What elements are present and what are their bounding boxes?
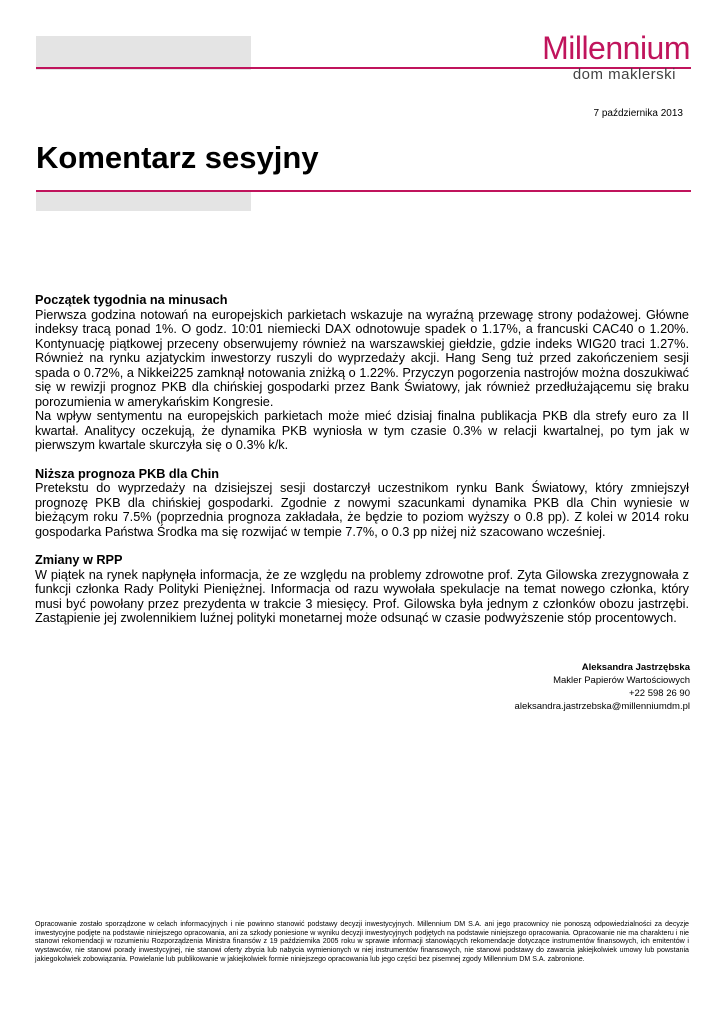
document-date: 7 października 2013 (593, 108, 683, 119)
section-china-gdp (35, 467, 689, 540)
author-name: Aleksandra Jastrzębska (581, 662, 690, 673)
article-body (35, 293, 689, 640)
author-email[interactable]: aleksandra.jastrzebska@millenniumdm.pl (514, 701, 690, 712)
author-phone: +22 598 26 90 (628, 688, 690, 699)
logo-subtitle: dom maklerski (572, 66, 676, 83)
section-paragraph: Pretekstu do wyprzedaży na dzisiejszej sesji dostarczył uczestnikom rynku Bank Światowy, który zmniejszył prognozę PKB dla chińskiej gospodarki. Zgodnie z nowymi szacunkami dynamika PKB dla Chin wyniesie w bieżącym roku 7.5% (poprzednia prognoza zakładała, że będzie to poziom wyższy o 0.8 pp). Z kolei w 2014 roku gospodarka Państwa Środka ma się rozwijać w tempie 7.7%, o 0.3 pp niżej niż szacowano wcześniej. (35, 481, 689, 539)
page-title: Komentarz sesyjny (36, 140, 319, 175)
legal-disclaimer: Opracowanie zostało sporządzone w celach informacyjnych i nie powinno stanowić podstawy decyzji inwestycyjnych. Millennium DM S.A. ani jego pracownicy nie ponoszą odpowiedzialności za decyzje inwestycyjne podjęte na podstawie niniejszego opracowania, ani za szkody poniesione w wyniku decyzji inwestycyjnych podjętych na podstawie niniejszego opracowania. Opracowanie nie ma charakteru i nie stanowi rekomendacji w rozumieniu Rozporządzenia Ministra finansów z 19 października 2005 roku w sprawie informacji stanowiących rekomendacje dotyczące instrumentów finansowych, ich emitentów i wystawców, nie stanowi porady inwestycyjnej, nie stanowi oferty zbycia lub nabycia wymienionych w niej instrumentów finansowych, nie stanowi podstawy do zawarcia jakiejkolwiek umowy lub powstania jakiegokolwiek zobowiązania. Powielanie lub publikowanie w jakiejkolwiek formie niniejszego opracowania lub jego części bez pisemnej zgody Millennium DM S.A. zabronione. (35, 920, 689, 963)
section-paragraph: W piątek na rynek napłynęła informacja, że ze względu na problemy zdrowotne prof. Zyta Gilowska zrezygnowała z funkcji członka Rady Polityki Pieniężnej. Informacja od razu wywołała spekulacje na temat nowego członka, który musi być powołany przez prezydenta w trakcie 3 miesięcy. Prof. Gilowska była jednym z członków obozu jastrzębi. Zastąpienie jej zwolennikiem luźnej polityki monetarnej może odsunąć w czasie podwyższenie stóp procentowych. (35, 567, 689, 625)
author-signature (515, 661, 690, 713)
logo-name: Millennium (542, 30, 690, 66)
section-rpp-changes (35, 553, 689, 626)
header-gray-bar (36, 36, 251, 70)
title-gray-bar (36, 192, 251, 211)
section-paragraph: Na wpływ sentymentu na europejskich parkietach może mieć dzisiaj finalna publikacja PKB dla strefy euro za II kwartał. Analitycy oczekują, że dynamika PKB wyniosła w tym czasie 0.3% w relacji kwartalnej, po tym jak w pierwszym kwartale skurczyła się o 0.3% k/k. (35, 409, 689, 452)
section-heading: Zmiany w RPP (35, 553, 123, 567)
section-start-of-week (35, 293, 689, 453)
author-role: Makler Papierów Wartościowych (553, 675, 690, 686)
section-heading: Niższa prognoza PKB dla Chin (35, 466, 219, 481)
section-heading: Początek tygodnia na minusach (35, 293, 228, 307)
section-paragraph: Pierwsza godzina notowań na europejskich parkietach wskazuje na wyraźną przewagę strony podażowej. Główne indeksy tracą ponad 1%. O godz. 10:01 niemiecki DAX odnotowuje spadek o 1.17%, a francuski CAC40 o 1.20%. Kontynuację piątkowej przeceny obserwujemy również na warszawskiej giełdzie, gdzie indeks WIG20 traci 1.27%. Również na rynku azjatyckim inwestorzy ruszyli do wyprzedaży akcji. Hang Seng tuż przed zakończeniem sesji spada o 0.72%, a Nikkei225 zamknął notowania zniżką o 1.22%. Przyczyn pogorzenia nastrojów można doszukiwać się w rewizji prognoz PKB dla chińskiej gospodarki przez Bank Światowy, jak również przedłużającemu się braku porozumienia w amerykańskim Kongresie. (35, 307, 689, 409)
